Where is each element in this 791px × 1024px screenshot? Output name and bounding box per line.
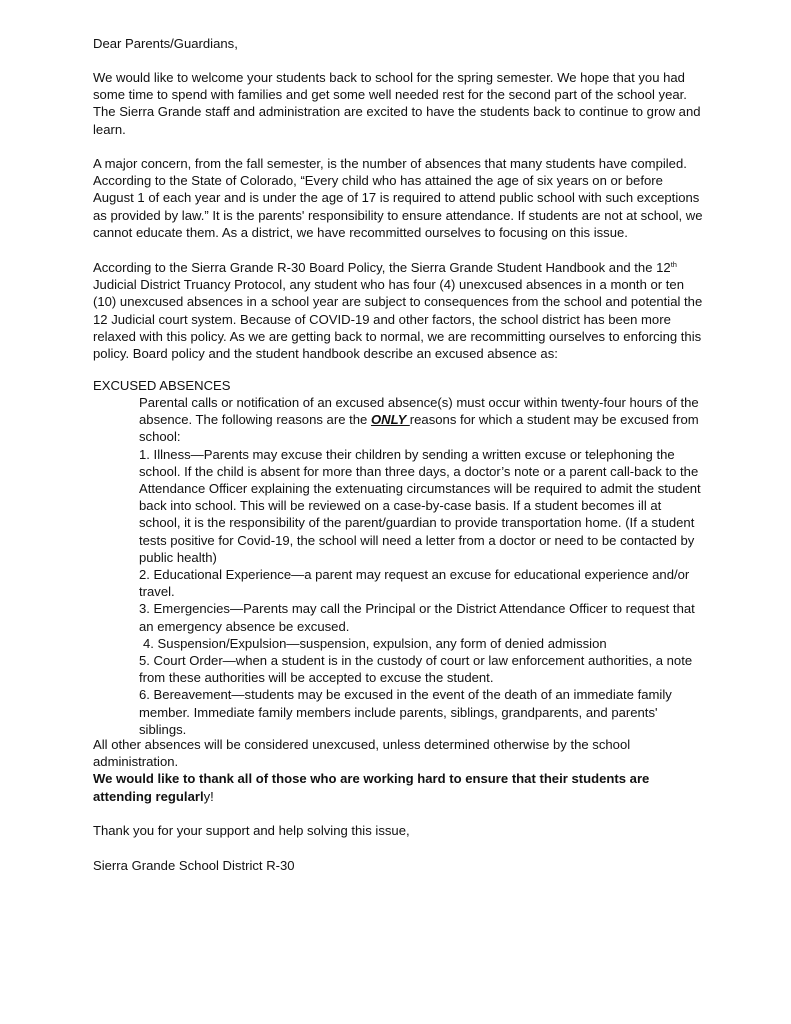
policy-superscript: th: [670, 260, 677, 269]
salutation: Dear Parents/Guardians,: [93, 36, 238, 51]
policy-paragraph: [93, 259, 705, 362]
excused-absences-section: [139, 394, 705, 738]
closing-section: [93, 736, 705, 805]
signature: Sierra Grande School District R-30: [93, 858, 295, 873]
reason-item: 5. Court Order—when a student is in the custody of court or law enforcement authorities, a note from these authorities will be accepted to excuse the student.: [139, 653, 693, 686]
reason-item: 1. Illness—Parents may excuse their children by sending a written excuse or telephoning the school. If the child is absent for more than three days, a doctor’s note or a parent call-back to the Attendance Officer explaining the extenuating circumstances will be required to admit the student back into school. This will be reviewed on a case-by-case basis. If a student becomes ill at school, it is the responsibility of the parent/guardian to provide transportation home. (If a student tests positive for Covid-19, the school will need a letter from a doctor or need to be contacted by public health): [139, 446, 701, 565]
reason-item: 6. Bereavement—students may be excused in the event of the death of an immediate family member. Immediate family members include parents, siblings, grandparents, and parents' siblings.: [139, 687, 672, 737]
reason-item: 4. Suspension/Expulsion—suspension, expulsion, any form of denied admission: [143, 635, 607, 651]
thanks-plain-text: y!: [203, 788, 214, 804]
intro-text-start: Parental calls or notification of an excused absence(s) must occur within twenty-four hours of the absence. The following reasons are the: [139, 395, 699, 428]
absence-concern-paragraph: A major concern, from the fall semester, is the number of absences that many students have compiled. According to the State of Colorado, “Every child who has attained the age of six years on or before August 1 of each year and is under the age of 17 is required to attend public school with such exceptions as provided by law.” It is the parents' responsibility to ensure attendance. If students are not at school, we cannot educate them. As a district, we have recommitted ourselves to focusing on this issue.: [93, 156, 703, 240]
unexcused-note: All other absences will be considered unexcused, unless determined otherwise by the school administration.: [93, 737, 631, 770]
welcome-paragraph: We would like to welcome your students back to school for the spring semester. We hope that you had some time to spend with families and get some well needed rest for the second part of the school year. The Sierra Grande staff and administration are excited to have the students back to continue to grow and learn.: [93, 70, 701, 137]
section-heading: EXCUSED ABSENCES: [93, 378, 231, 393]
thanks-line: [93, 770, 705, 804]
reason-item: 2. Educational Experience—a parent may request an excuse for educational experience and/or travel.: [139, 567, 690, 600]
closing-line: Thank you for your support and help solving this issue,: [93, 823, 410, 838]
intro-text-end: reasons for which a student may be excused from school:: [139, 412, 699, 445]
excused-intro: [139, 394, 705, 446]
only-emphasis: ONLY: [370, 412, 410, 428]
policy-text-end: Judicial District Truancy Protocol, any student who has four (4) unexcused absences in a month or ten (10) unexcused absences in a school year are subject to consequences from the school and potential the 12 Judicial court system. Because of COVID-19 and other factors, the school district has been more relaxed with this policy. As we are getting back to normal, we are recommitting ourselves to enforcing this policy. Board policy and the student handbook describe an excused absence as:: [93, 277, 703, 362]
reason-item: 3. Emergencies—Parents may call the Principal or the District Attendance Officer to request that an emergency absence be excused.: [139, 601, 695, 634]
thanks-bold-text: We would like to thank all of those who are working hard to ensure that their students are attending regularl: [93, 771, 650, 804]
policy-text-start: According to the Sierra Grande R-30 Board Policy, the Sierra Grande Student Handbook and the 12: [93, 260, 671, 275]
